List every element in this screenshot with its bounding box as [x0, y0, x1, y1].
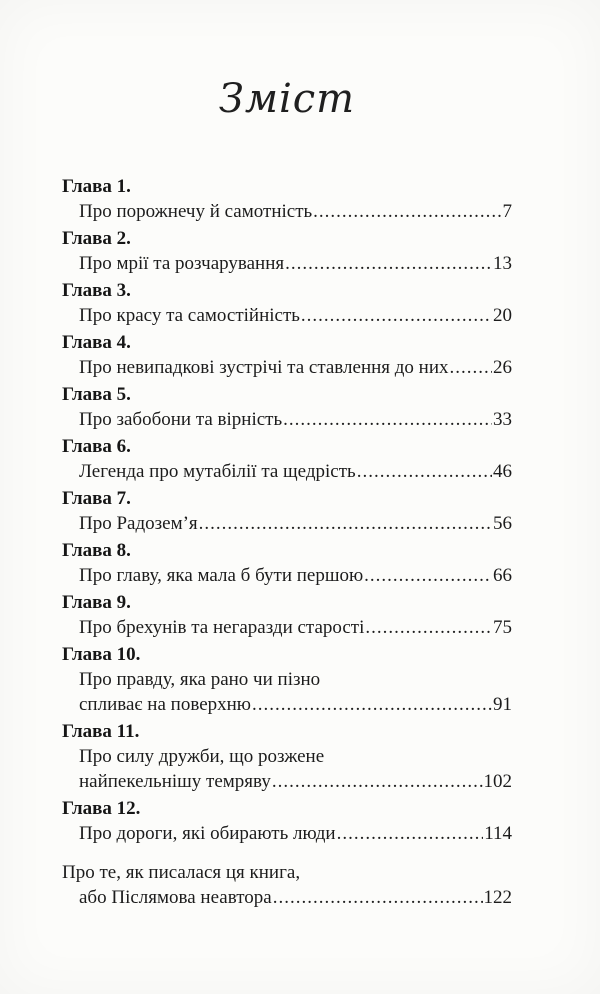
entry-title-line	[62, 885, 512, 910]
toc-list	[62, 174, 512, 910]
page-number: 102	[483, 771, 512, 792]
toc-entry	[62, 719, 512, 794]
toc-entry	[62, 796, 512, 846]
dot-leader	[301, 303, 492, 328]
toc-entry	[62, 278, 512, 328]
entry-title-text: Про Радозем’я	[79, 513, 198, 534]
entry-title-text: Легенда про мутабілії та щедрість	[79, 461, 356, 482]
page-number: 26	[493, 357, 512, 378]
entry-title-text: Про силу дружби, що розжене	[79, 746, 325, 767]
page-number: 66	[493, 565, 512, 586]
toc-entry	[62, 382, 512, 432]
page-number: 75	[493, 617, 512, 638]
entry-title-line	[62, 303, 512, 328]
entry-title-line	[62, 407, 512, 432]
entry-title-line	[62, 667, 512, 692]
dot-leader	[273, 885, 483, 910]
dot-leader	[252, 692, 492, 717]
dot-leader	[450, 355, 492, 380]
toc-entry	[62, 434, 512, 484]
page-number: 20	[493, 305, 512, 326]
chapter-label: Глава 12.	[62, 798, 141, 819]
entry-title-text: Про брехунів та негаразди старості	[79, 617, 365, 638]
dot-leader	[285, 251, 492, 276]
chapter-label: Глава 10.	[62, 644, 141, 665]
entry-title-text: Про невипадкові зустрічі та ставлення до них	[79, 357, 449, 378]
entry-title-line	[62, 251, 512, 276]
toc-entry	[62, 174, 512, 224]
toc-entry	[62, 226, 512, 276]
chapter-label: Глава 6.	[62, 436, 131, 457]
page-number: 46	[493, 461, 512, 482]
entry-title-line	[62, 355, 512, 380]
chapter-label: Глава 3.	[62, 280, 131, 301]
toc-entry	[62, 538, 512, 588]
entry-title-text: Про дороги, які обирають люди	[79, 823, 336, 844]
page-title: Зміст	[218, 76, 356, 122]
entry-title-line	[62, 615, 512, 640]
entry-title-line	[62, 199, 512, 224]
chapter-label: Глава 11.	[62, 721, 140, 742]
entry-title-text: Про правду, яка рано чи пізно	[79, 669, 321, 690]
entry-title-line	[62, 821, 512, 846]
entry-title-text: Про те, як писалася ця книга,	[62, 862, 301, 883]
toc-entry	[62, 642, 512, 717]
dot-leader	[364, 563, 492, 588]
chapter-label: Глава 2.	[62, 228, 131, 249]
chapter-label: Глава 5.	[62, 384, 131, 405]
chapter-label: Глава 4.	[62, 332, 131, 353]
page-number: 33	[493, 409, 512, 430]
toc-entry	[62, 330, 512, 380]
entry-title-line	[62, 511, 512, 536]
entry-title-line	[62, 692, 512, 717]
entry-title-text: Про мрії та розчарування	[79, 253, 285, 274]
page-number: 13	[493, 253, 512, 274]
page-number: 91	[493, 694, 512, 715]
page-number: 7	[502, 201, 512, 222]
page-number: 114	[484, 823, 512, 844]
toc-entry	[62, 590, 512, 640]
entry-title-line	[62, 459, 512, 484]
entry-title-text: найпекельнішу темряву	[79, 771, 271, 792]
entry-title-text: або Післямова неавтора	[79, 887, 272, 908]
chapter-label: Глава 1.	[62, 176, 131, 197]
dot-leader	[313, 199, 501, 224]
entry-title-text: Про красу та самостійність	[79, 305, 300, 326]
dot-leader	[283, 407, 492, 432]
chapter-label: Глава 9.	[62, 592, 131, 613]
entry-title-line	[62, 744, 512, 769]
chapter-label: Глава 8.	[62, 540, 131, 561]
entry-title-text: спливає на поверхню	[79, 694, 251, 715]
dot-leader	[357, 459, 492, 484]
entry-title-line	[62, 860, 512, 885]
chapter-label: Глава 7.	[62, 488, 131, 509]
page-number: 122	[483, 887, 512, 908]
entry-title-text: Про забобони та вірність	[79, 409, 283, 430]
entry-title-text: Про главу, яка мала б бути першою	[79, 565, 364, 586]
dot-leader	[365, 615, 492, 640]
page-number: 56	[493, 513, 512, 534]
dot-leader	[272, 769, 483, 794]
toc-entry	[62, 860, 512, 910]
entry-title-line	[62, 769, 512, 794]
toc-entry	[62, 486, 512, 536]
dot-leader	[199, 511, 492, 536]
dot-leader	[337, 821, 484, 846]
entry-title-line	[62, 563, 512, 588]
entry-title-text: Про порожнечу й самотність	[79, 201, 313, 222]
